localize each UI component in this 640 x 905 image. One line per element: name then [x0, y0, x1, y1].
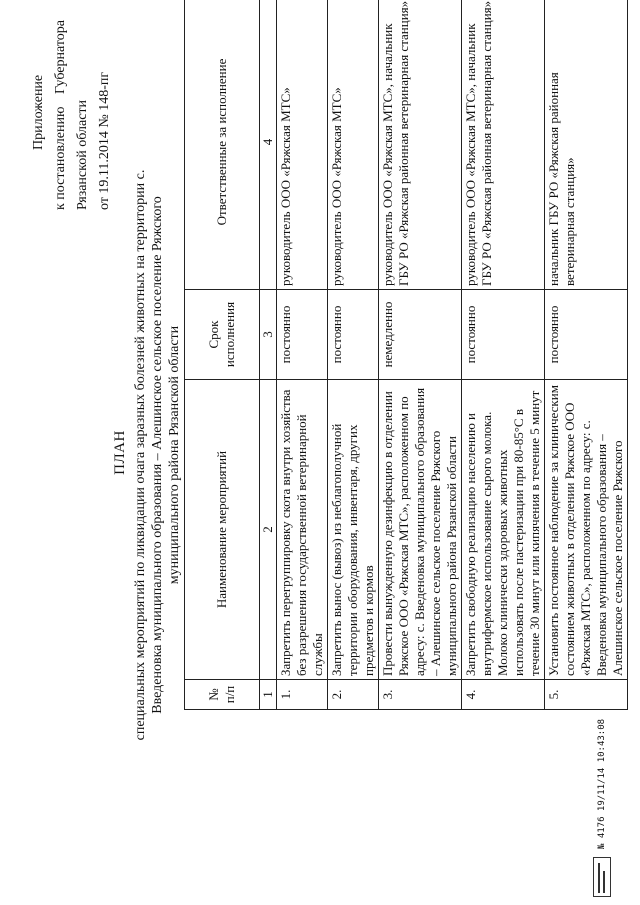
table-row	[328, 0, 379, 710]
row-action: Установить постоянное наблюдение за клиническим состоянием животных в отделении Ряжское ООО «Ряжская МТС», расположенном по адресу: с. Введеновка муниципального образования – Алешинское сельское поселение Ряжского	[545, 380, 628, 680]
col-number: 4	[260, 0, 277, 290]
row-number: 1.	[277, 680, 328, 710]
row-responsible: руководитель ООО «Ряжская МТС», начальник ГБУ РО «Ряжская районная ветеринарная станция»	[462, 0, 545, 290]
table-row	[462, 0, 545, 710]
header-action: Наименование мероприятий	[185, 380, 260, 680]
header-term: Срок исполнения	[185, 290, 260, 380]
row-number: 5.	[545, 680, 628, 710]
row-action: Запретить вынос (вывоз) из неблагополучной территории оборудования, инвентаря, других предметов и кормов	[328, 380, 379, 680]
row-action: Запретить перегруппировку скота внутри хозяйства без разрешения государственной ветеринарной службы	[277, 380, 328, 680]
row-term: постоянно	[462, 290, 545, 380]
col-number: 1	[260, 680, 277, 710]
row-term: постоянно	[328, 290, 379, 380]
row-term: немедленно	[379, 290, 462, 380]
row-number: 3.	[379, 680, 462, 710]
table-row	[277, 0, 328, 710]
row-action: Запретить свободную реализацию населению и внутрифермское использование сырого молока. Молоко клинически здоровых животных использовать после пастеризации при 80-85°С в течение 30 минут или кипячения в течение 5 минут	[462, 380, 545, 680]
header-number: № п/п	[185, 680, 260, 710]
row-responsible: начальник ГБУ РО «Ряжская районная ветеринарная станция»	[545, 0, 628, 290]
row-number: 2.	[328, 680, 379, 710]
row-number: 4.	[462, 680, 545, 710]
appendix-line-4: от 19.11.2014 № 148-пг	[97, 71, 112, 210]
row-responsible: руководитель ООО «Ряжская МТС», начальник ГБУ РО «Ряжская районная ветеринарная станция»	[379, 0, 462, 290]
measures-table	[184, 0, 628, 710]
appendix-line-3: Рязанской области	[75, 99, 90, 210]
appendix-line-2b: Губернатора	[53, 20, 68, 95]
registration-footer	[590, 597, 614, 897]
row-action: Провести вынужденную дезинфекцию в отделении Ряжское ООО «Ряжская МТС», расположенном по адресу: с. Введеновка муниципального образования – Алешинское сельское поселение Ряжского муниципального района Рязанской области	[379, 380, 462, 680]
col-number: 3	[260, 290, 277, 380]
col-number: 2	[260, 380, 277, 680]
header-responsible: Ответственные за исполнение	[185, 0, 260, 290]
row-term: постоянно	[277, 290, 328, 380]
registration-number: № 4176 19/11/14 10:43:08	[597, 718, 607, 849]
appendix-block	[28, 10, 116, 210]
table-row	[545, 0, 628, 710]
row-responsible: руководитель ООО «Ряжская МТС»	[277, 0, 328, 290]
row-term: постоянно	[545, 290, 628, 380]
appendix-line-2a: к постановлению	[53, 106, 68, 210]
row-responsible: руководитель ООО «Ряжская МТС»	[328, 0, 379, 290]
appendix-line-2	[50, 20, 72, 210]
plan-subtitle: специальных мероприятий по ликвидации очага заразных болезней животных на территории с. Введеновка муниципального образования – Алешинское сельское поселение Ряжского муниципального района Рязанской области	[133, 169, 182, 741]
barcode-stamp-icon	[593, 857, 611, 897]
column-number-row	[260, 0, 277, 710]
table-header-row	[185, 0, 260, 710]
plan-title: ПЛАН	[112, 430, 128, 475]
table-row	[379, 0, 462, 710]
appendix-label: Приложение	[31, 74, 46, 150]
